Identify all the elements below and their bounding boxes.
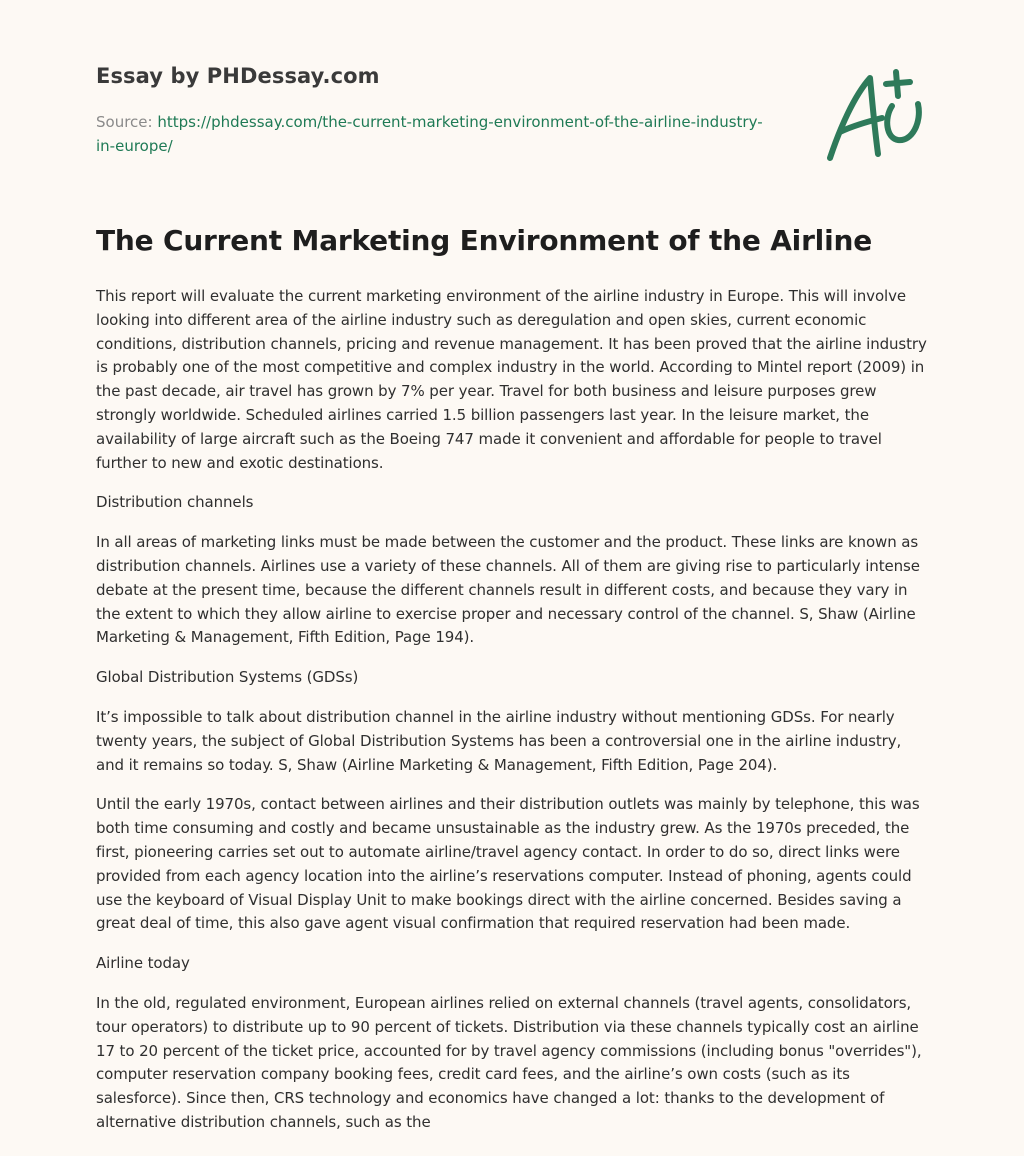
article-paragraph: This report will evaluate the current marketing environment of the airline industry in Europe. This will involve looking into different area of the airline industry such as deregulation and open skies, current economic conditions, distribution channels, pricing and revenue management. It has been proved that the airline industry is probably one of the most competitive and complex industry in the world. According to Mintel report (2009) in the past decade, air travel has grown by 7% per year. Travel for both business and leisure purposes grew strongly worldwide. Scheduled airlines carried 1.5 billion passengers last year. In the leisure market, the availability of large aircraft such as the Boeing 747 made it convenient and affordable for people to travel further to new and exotic destinations. [96,287,927,472]
article-title: The Current Marketing Environment of the Airline [96,224,872,257]
section-heading: Global Distribution Systems (GDSs) [96,668,359,687]
source-line [96,110,776,158]
source-link[interactable]: https://phdessay.com/the-current-marketing-environment-of-the-airline-industry-in-europe/ [96,113,763,155]
a-plus-grade-icon [818,66,930,166]
site-brand: Essay by PHDessay.com [96,64,380,88]
article [96,224,928,1151]
source-label: Source: [96,113,158,131]
essay-header [96,64,776,158]
section-heading: Airline today [96,954,190,973]
article-paragraph: It’s impossible to talk about distribution channel in the airline industry without mentioning GDSs. For nearly twenty years, the subject of Global Distribution Systems has been a controversial one in the airline industry, and it remains so today. S, Shaw (Airline Marketing & Management, Fifth Edition, Page 204). [96,707,902,774]
section-heading: Distribution channels [96,493,254,512]
article-paragraph: In the old, regulated environment, European airlines relied on external channels (travel agents, consolidators, tour operators) to distribute up to 90 percent of tickets. Distribution via these channels typically cost an airline 17 to 20 percent of the ticket price, accounted for by travel agency commissions (including bonus "overrides"), computer reservation company booking fees, credit card fees, and the airline’s own costs (such as its salesforce). Since then, CRS technology and economics have changed a lot: thanks to the development of alternative distribution channels, such as the [96,993,922,1131]
article-paragraph: In all areas of marketing links must be made between the customer and the product. These links are known as distribution channels. Airlines use a variety of these channels. All of them are giving rise to particularly intense debate at the present time, because the different channels result in different costs, and because they vary in the extent to which they allow airline to exercise proper and necessary control of the channel. S, Shaw (Airline Marketing & Management, Fifth Edition, Page 194). [96,533,920,647]
article-paragraph: Until the early 1970s, contact between airlines and their distribution outlets was mainly by telephone, this was both time consuming and costly and became unsustainable as the industry grew. As the 1970s preceded, the first, pioneering carries set out to automate airline/travel agency contact. In order to do so, direct links were provided from each agency location into the airline’s reservations computer. Instead of phoning, agents could use the keyboard of Visual Display Unit to make bookings direct with the airline concerned. Besides saving a great deal of time, this also gave agent visual confirmation that required reservation had been made. [96,795,920,933]
